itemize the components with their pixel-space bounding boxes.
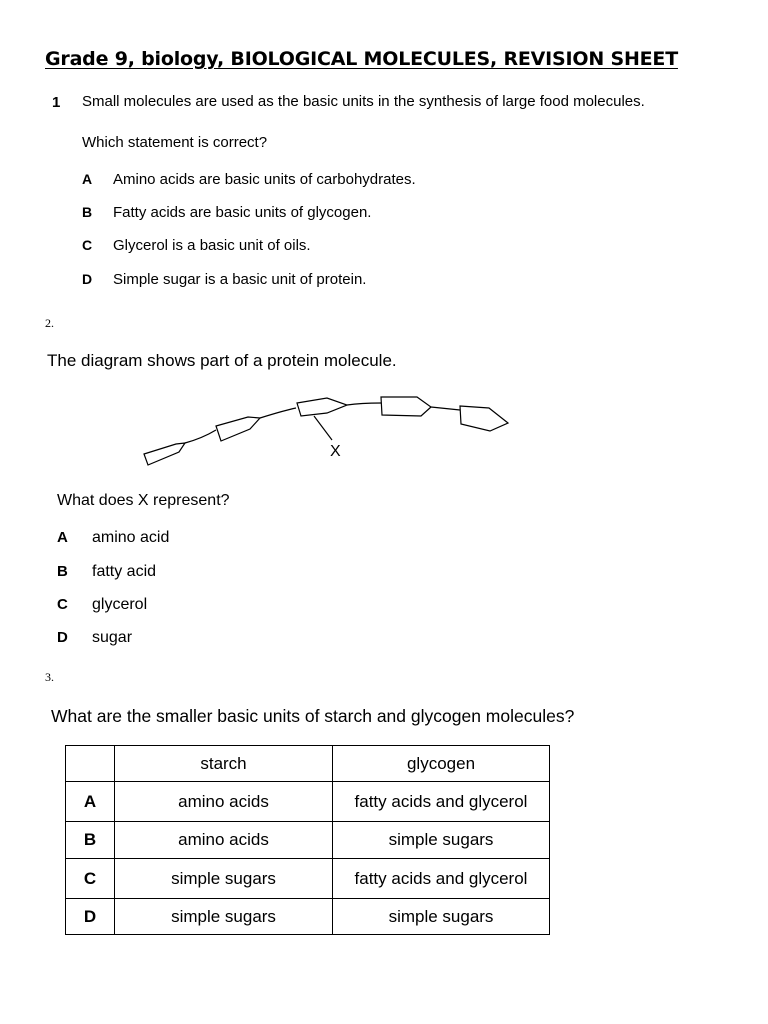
protein-chain-diagram <box>136 386 516 470</box>
table-header-cell: starch <box>115 746 333 782</box>
option-letter: C <box>82 237 93 253</box>
table-row <box>66 859 550 899</box>
chain-unit <box>381 397 431 416</box>
option-text: fatty acid <box>92 563 157 580</box>
question-2-number: 2. <box>45 316 54 330</box>
table-header-cell <box>66 746 115 782</box>
question-3-stem: What are the smaller basic units of starch and glycogen molecules? <box>51 706 575 726</box>
chain-unit <box>460 406 508 431</box>
question-1-number: 1 <box>52 94 61 111</box>
option-text: Simple sugar is a basic unit of protein. <box>113 271 367 288</box>
table-cell: simple sugars <box>115 859 333 899</box>
question-2-stem: The diagram shows part of a protein molecule. <box>47 351 397 370</box>
option-letter: A <box>82 171 93 187</box>
table-row <box>66 822 550 859</box>
chain-unit <box>144 443 185 465</box>
question-3-number: 3. <box>45 670 54 684</box>
option-text: Glycerol is a basic unit of oils. <box>113 237 311 254</box>
table-header-row <box>66 746 550 782</box>
option-text: sugar <box>92 629 133 646</box>
question-1-stem: Small molecules are used as the basic units in the synthesis of large food molecules. <box>82 93 645 110</box>
chain-link <box>347 403 381 405</box>
chain-link <box>431 407 460 410</box>
table-cell: simple sugars <box>333 822 550 859</box>
table-cell: amino acids <box>115 822 333 859</box>
page-title: Grade 9, biology, BIOLOGICAL MOLECULES, REVISION SHEET <box>45 48 678 70</box>
option-letter: B <box>82 204 93 220</box>
chain-unit <box>297 398 347 416</box>
table-cell: amino acids <box>115 782 333 822</box>
option-letter: B <box>57 563 68 580</box>
question-2-prompt: What does X represent? <box>57 492 230 509</box>
option-text: glycerol <box>92 596 148 613</box>
table-header-cell: glycogen <box>333 746 550 782</box>
table-cell-letter: A <box>66 782 115 822</box>
option-letter: D <box>57 629 68 646</box>
answer-table <box>65 745 550 935</box>
chain-link <box>260 408 296 418</box>
chain-unit <box>216 417 260 441</box>
table-row <box>66 899 550 935</box>
table-cell: fatty acids and glycerol <box>333 859 550 899</box>
option-text: Fatty acids are basic units of glycogen. <box>113 204 372 221</box>
table-cell: fatty acids and glycerol <box>333 782 550 822</box>
table-cell: simple sugars <box>333 899 550 935</box>
table-cell: simple sugars <box>115 899 333 935</box>
label-pointer-line <box>314 416 332 440</box>
chain-link <box>185 430 216 443</box>
option-letter: D <box>82 271 93 287</box>
question-1-prompt: Which statement is correct? <box>82 134 268 151</box>
option-letter: A <box>57 529 68 546</box>
option-text: amino acid <box>92 529 170 546</box>
table-row <box>66 782 550 822</box>
option-text: Amino acids are basic units of carbohydrates. <box>113 171 416 188</box>
option-letter: C <box>57 596 68 613</box>
table-cell-letter: C <box>66 859 115 899</box>
table-cell-letter: D <box>66 899 115 935</box>
table-cell-letter: B <box>66 822 115 859</box>
diagram-label-x: X <box>330 443 341 460</box>
